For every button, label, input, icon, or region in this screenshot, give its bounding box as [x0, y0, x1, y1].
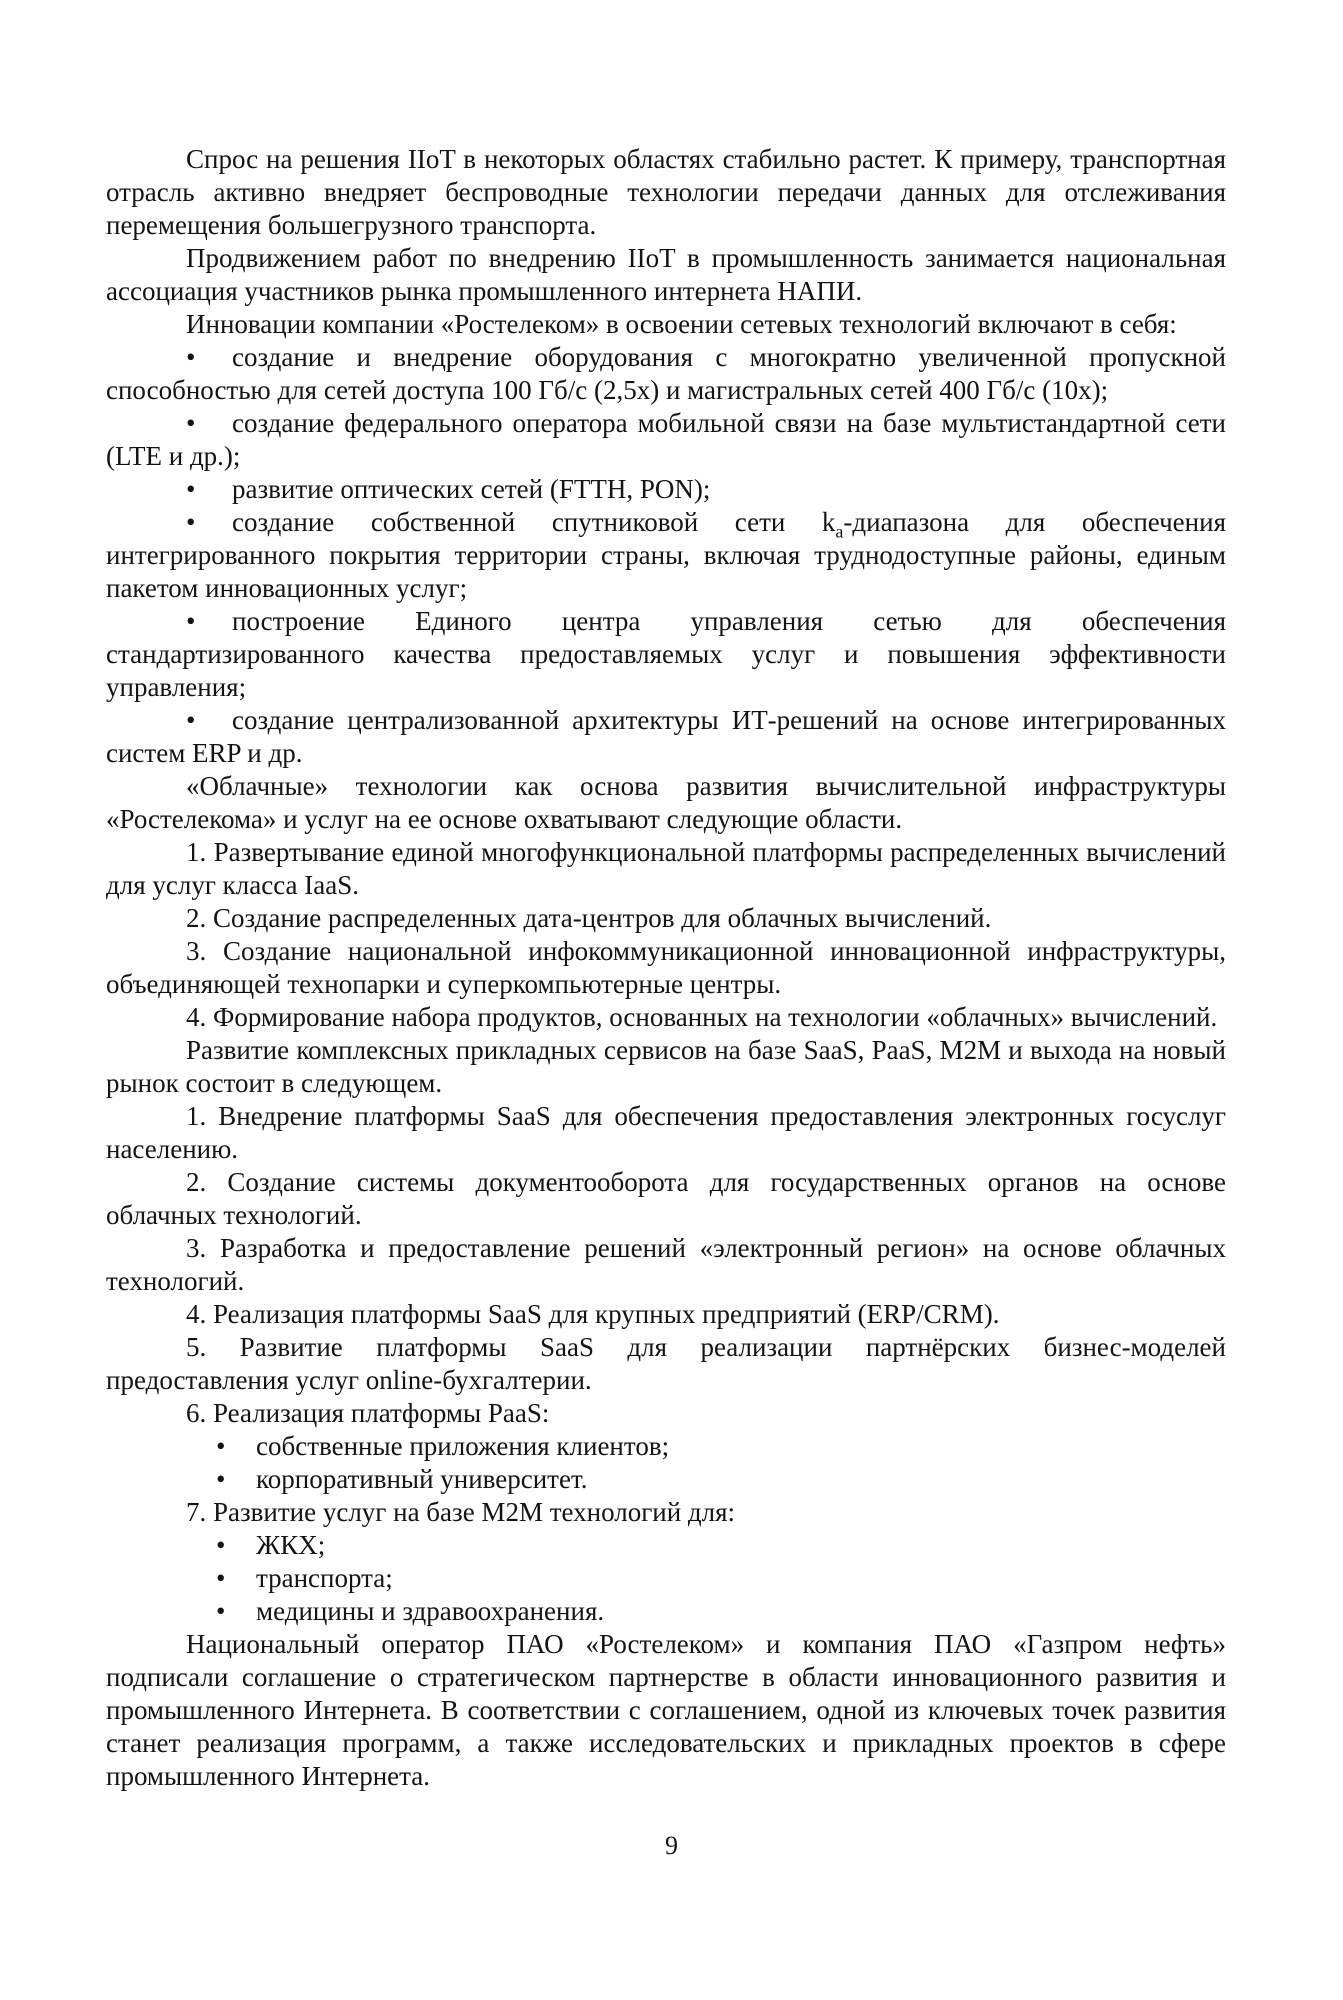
- bullet-item: • создание федерального оператора мобильной связи на базе мультистандартной сети (LTE и др.);: [106, 408, 1226, 471]
- sub-bullet-item: • собственные приложения клиентов;: [210, 1430, 1226, 1463]
- bullet-icon: •: [186, 507, 196, 537]
- bullet-item: • создание централизованной архитектуры ИТ-решений на основе интегрированных систем ERP и др.: [106, 705, 1226, 768]
- numbered-item: 3. Создание национальной инфокоммуникационной инновационной инфраструктуры, объединяющей технопарки и суперкомпьютерные центры.: [106, 936, 1226, 999]
- paragraph: Инновации компании «Ростелеком» в освоении сетевых технологий включают в себя:: [186, 309, 1177, 339]
- numbered-item: 5. Развитие платформы SaaS для реализации партнёрских бизнес-моделей предоставления услуг online-бухгалтерии.: [106, 1332, 1226, 1395]
- body-text: [106, 143, 1226, 1793]
- bullet-icon: •: [186, 342, 196, 372]
- sub-bullet-item: • медицины и здравоохранения.: [210, 1595, 1226, 1628]
- paragraph: Развитие комплексных прикладных сервисов на базе SaaS, PaaS, M2M и выхода на новый рынок состоит в следующем.: [106, 1035, 1226, 1098]
- bullet-item: • построение Единого центра управления сетью для обеспечения стандартизированного качества предоставляемых услуг и повышения эффективности управления;: [106, 606, 1226, 702]
- numbered-item: 4. Формирование набора продуктов, основанных на технологии «облачных» вычислений.: [186, 1002, 1218, 1032]
- paragraph: Национальный оператор ПАО «Ростелеком» и компания ПАО «Газпром нефть» подписали соглашение о стратегическом партнерстве в области инновационного развития и промышленного Интернета. В соответствии с соглашением, одной из ключевых точек развития станет реализация программ, а также исследовательских и прикладных проектов в сфере промышленного Интернета.: [106, 1629, 1226, 1791]
- bullet-item: • развитие оптических сетей (FTTH, PON);: [186, 474, 711, 504]
- bullet-icon: •: [186, 705, 196, 735]
- page-number: 9: [665, 1831, 678, 1860]
- numbered-item: 2. Создание системы документооборота для государственных органов на основе облачных технологий.: [106, 1167, 1226, 1230]
- bullet-item: • создание и внедрение оборудования с многократно увеличенной пропускной способностью для сетей доступа 100 Гб/с (2,5x) и магистральных сетей 400 Гб/с (10x);: [106, 342, 1226, 405]
- bullet-icon: •: [186, 474, 196, 504]
- sub-bullet-item: • корпоративный университет.: [210, 1463, 1226, 1496]
- bullet-item: • создание собственной спутниковой сети $k_a$-диапазона для обеспечения интегрированного покрытия территории страны, включая труднодоступные районы, единым пакетом инновационных услуг;: [106, 507, 1226, 603]
- numbered-item: 1. Внедрение платформы SaaS для обеспечения предоставления электронных госуслуг населению.: [106, 1101, 1226, 1164]
- sub-bullet-item: • транспорта;: [210, 1562, 1226, 1595]
- numbered-item: 7. Развитие услуг на базе M2M технологий для:: [186, 1497, 736, 1527]
- numbered-item: 3. Разработка и предоставление решений «электронный регион» на основе облачных технологий.: [106, 1233, 1226, 1296]
- numbered-item: 2. Создание распределенных дата-центров для облачных вычислений.: [186, 903, 992, 933]
- sub-bullet-item: • ЖКХ;: [210, 1529, 1226, 1562]
- numbered-item: 6. Реализация платформы PaaS:: [186, 1398, 550, 1428]
- bullet-icon: •: [186, 408, 196, 438]
- paragraph: «Облачные» технологии как основа развития вычислительной инфраструктуры «Ростелекома» и услуг на ее основе охватывают следующие области.: [106, 771, 1226, 834]
- paragraph: Продвижением работ по внедрению IIoT в промышленность занимается национальная ассоциация участников рынка промышленного интернета НАПИ.: [106, 243, 1226, 306]
- numbered-item: 4. Реализация платформы SaaS для крупных предприятий (ERP/CRM).: [186, 1299, 1000, 1329]
- paragraph: Спрос на решения IIoT в некоторых областях стабильно растет. К примеру, транспортная отрасль активно внедряет беспроводные технологии передачи данных для отслеживания перемещения большегрузного транспорта.: [106, 144, 1226, 240]
- bullet-icon: •: [186, 606, 196, 636]
- numbered-item: 1. Развертывание единой многофункциональной платформы распределенных вычислений для услуг класса IaaS.: [106, 837, 1226, 900]
